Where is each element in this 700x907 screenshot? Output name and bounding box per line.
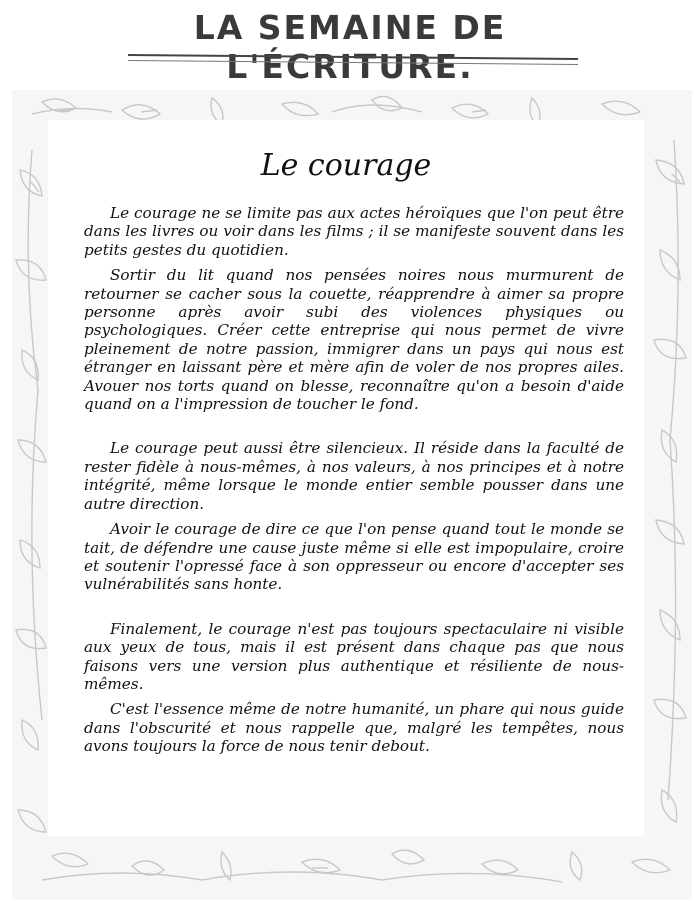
paragraph-2: Sortir du lit quand nos pensées noires nous murmurent de retourner se cacher sous la couette, réapprendre à aimer sa propre personne après avoir subi des violences physiques ou psychologiques. Créer cette entreprise qui nous permet de vivre pleinement de notre passion, immigrer dans un pays qui nous est étranger en laissant père et mère afin de voler de nos propres ailes. Avouer nos torts quand on blesse, reconnaître qu'on a besoin d'aide quand on a l'impression de toucher le fond. (84, 266, 624, 414)
paragraph-3: Le courage peut aussi être silencieux. Il réside dans la faculté de rester fidèle à nous-mêmes, à nos valeurs, à nos principes et à notre intégrité, même lorsque le monde entier semble pousser dans une autre direction. (84, 439, 624, 513)
paragraph-4: Avoir le courage de dire ce que l'on pense quand tout le monde se tait, de défendre une cause juste même si elle est impopulaire, croire et soutenir l'opressé face à son oppresseur ou encore d'accepter ses vulnérabilités sans honte. (84, 520, 624, 594)
paragraph-5: Finalement, le courage n'est pas toujours spectaculaire ni visible aux yeux de tous, mais il est présent dans chaque pas que nous faisons vers une version plus authentique et résiliente de nous-mêmes. (84, 619, 624, 693)
event-title: LA SEMAINE DE L'ÉCRITURE. (193, 8, 507, 86)
essay-page (48, 120, 644, 836)
essay-title: Le courage (260, 148, 432, 183)
essay-body (84, 204, 624, 763)
header (0, 0, 700, 86)
paragraph-6: C'est l'essence même de notre humanité, un phare qui nous guide dans l'obscurité et nous rappelle que, malgré les tempêtes, nous avons toujours la force de nous tenir debout. (84, 700, 624, 756)
paragraph-1: Le courage ne se limite pas aux actes héroïques que l'on peut être dans les livres ou voir dans les films ; il se manifeste souvent dans les petits gestes du quotidien. (84, 204, 624, 259)
